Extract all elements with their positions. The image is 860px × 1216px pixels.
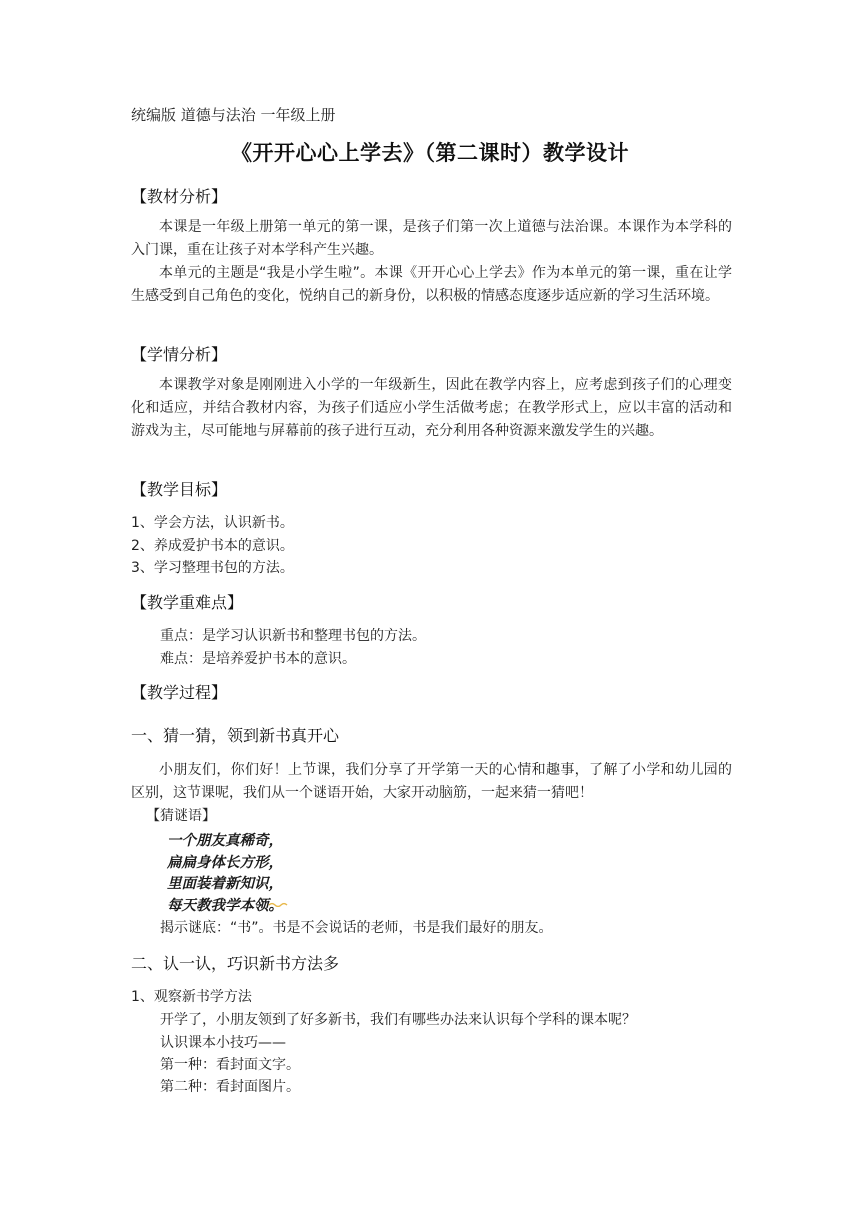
goal-item: 2、养成爱护书本的意识。: [131, 538, 294, 554]
material-paragraph-2: 本单元的主题是“我是小学生啦”。本课《开开心心上学去》作为本单元的第一课，重在让学生感受到自己角色的变化，悦纳自己的新身份，以积极的情感态度逐步适应新的学习生活环境。: [131, 265, 732, 304]
goal-item: 3、学习整理书包的方法。: [131, 560, 294, 576]
heading-material-analysis: 【教材分析】: [131, 187, 228, 206]
tip-item: 第二种：看封面图片。: [160, 1079, 300, 1095]
heading-student-analysis: 【学情分析】: [131, 345, 228, 364]
subsection-observe: 1、观察新书学方法: [131, 989, 252, 1005]
key-point-important: 重点：是学习认识新书和整理书包的方法。: [160, 628, 426, 644]
tips-label: 认识课本小技巧——: [160, 1035, 286, 1051]
section-title-guess: 一、猜一猜，领到新书真开心: [131, 726, 340, 745]
observe-paragraph: 开学了，小朋友领到了好多新书，我们有哪些办法来认识每个学科的课本呢？: [160, 1012, 636, 1028]
material-paragraph-1: 本课是一年级上册第一单元的第一课，是孩子们第一次上道德与法治课。本课作为本学科的入门课，重在让孩子对本学科产生兴趣。: [131, 219, 732, 258]
riddle-label: 【猜谜语】: [146, 808, 216, 824]
heading-key-points: 【教学重难点】: [131, 593, 244, 612]
riddle-line: 一个朋友真稀奇，: [167, 832, 283, 849]
riddle-image: [167, 830, 283, 916]
document-title: 《开开心心上学去》（第二课时）教学设计: [231, 141, 629, 165]
squiggle-mark: [268, 902, 290, 907]
riddle-line: 里面装着新知识，: [167, 875, 283, 892]
tip-item: 第一种：看封面文字。: [160, 1057, 300, 1073]
section-title-recognize: 二、认一认，巧识新书方法多: [131, 954, 340, 973]
student-paragraph: 本课教学对象是刚刚进入小学的一年级新生，因此在教学内容上，应考虑到孩子们的心理变化和适应，并结合教材内容，为孩子们适应小学生活做考虑；在教学形式上，应以丰富的活动和游戏为主，尽可能地与屏幕前的孩子进行互动，充分利用各种资源来激发学生的兴趣。: [131, 377, 732, 439]
guess-intro-paragraph: 小朋友们，你们好！上节课，我们分享了开学第一天的心情和趣事，了解了小学和幼儿园的区别，这节课呢，我们从一个谜语开始，大家开动脑筋，一起来猜一猜吧！: [131, 762, 732, 801]
goal-item: 1、学会方法，认识新书。: [131, 515, 294, 531]
key-point-difficult: 难点：是培养爱护书本的意识。: [160, 651, 356, 667]
heading-teaching-process: 【教学过程】: [131, 683, 228, 702]
riddle-answer: 揭示谜底：“书”。书是不会说话的老师，书是我们最好的朋友。: [160, 920, 553, 936]
heading-teaching-goals: 【教学目标】: [131, 480, 228, 499]
series-label: 统编版 道德与法治 一年级上册: [131, 106, 336, 124]
riddle-line: 每天教我学本领。: [167, 896, 283, 914]
riddle-line: 扁扁身体长方形，: [167, 853, 283, 871]
